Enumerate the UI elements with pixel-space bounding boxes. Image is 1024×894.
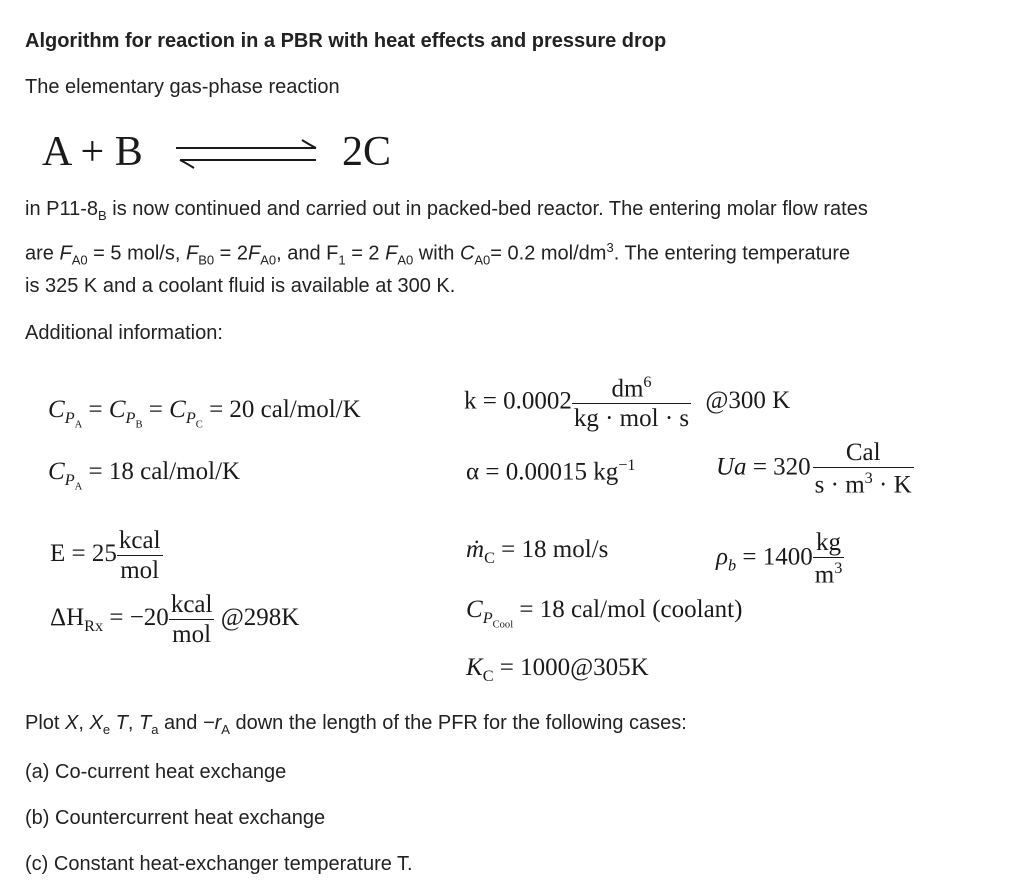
equilibrium-arrow-icon (170, 130, 330, 180)
case-a: (a) Co-current heat exchange (25, 761, 287, 783)
reaction-lhs: A + B (42, 129, 143, 175)
eq-cp-all: $C_{P_A} = C_{P_B} = C_{P_C} = 20$ cal/mol/K (48, 396, 361, 431)
problem-line-2: are $F_{A0} = 5$ mol/s, $F_{B0} = 2F_{A0}$, and $F_1 = 2$ $F_{A0}$ with $C_{A0}= 0.2$ mol/$dm^3$. The entering temperature (25, 240, 851, 268)
reaction-rhs: 2C (342, 129, 392, 175)
eq-heat-of-reaction: $\Delta H_{Rx} = -20$ $\frac{\text{kcal}}{\text{mol}}$ @298K (50, 591, 300, 648)
eq-activation-energy: E = 25 $\frac{\text{kcal}}{\text{mol}}$ (50, 527, 161, 584)
eq-bulk-density: $\rho_b = 1400$ $\frac{kg}{m^3}$ (716, 529, 843, 589)
additional-info-heading: Additional information: (25, 322, 223, 344)
plot-instruction: Plot X, $X_e$ T, $T_a$ and $-r_A$ down the length of the PFR for the following cases: (25, 712, 687, 737)
case-b: (b) Countercurrent heat exchange (25, 807, 326, 829)
eq-cp-a: $C_{P_A} = 18$ cal/mol/K (48, 458, 241, 493)
case-c: (c) Constant heat-exchanger temperature T. (25, 853, 413, 875)
eq-alpha: α = 0.00015 $kg^{-1}$ (466, 456, 636, 486)
intro-text: The elementary gas-phase reaction (25, 76, 340, 98)
eq-equilibrium-constant: $K_C$ = 1000@305K (466, 654, 649, 685)
eq-rate-constant: k = 0.0002 $\frac{dm^6}{\text{kg · mol · s}}$ @300 K (464, 373, 791, 433)
eq-coolant-flow: ṁ$_C$ = 18 mol/s (466, 536, 609, 567)
page-title: Algorithm for reaction in a PBR with heat effects and pressure drop (25, 30, 667, 52)
problem-line-1: in $P11-8_B$ is now continued and carried out in packed-bed reactor. The entering molar flow rates (25, 198, 868, 223)
eq-ua: Ua = 320 $\frac{\text{Cal}}{s \cdot m^3 \cdot K}$ (716, 439, 912, 499)
eq-coolant-heat-capacity: $C_{P_{Cool}} = 18$ cal/mol (coolant) (466, 596, 743, 631)
problem-line-3: is 325 K and a coolant fluid is available at 300 K. (25, 275, 456, 297)
